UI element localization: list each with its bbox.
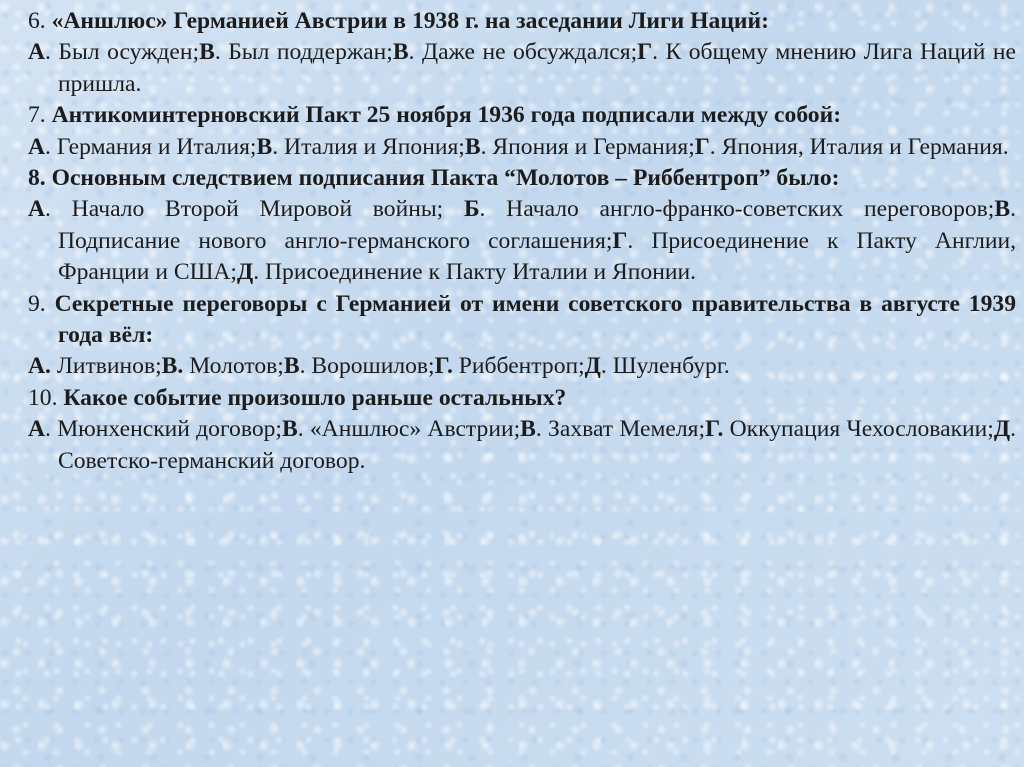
- option-text: Даже не обсуждался;: [421, 39, 638, 66]
- question-number: 7: [28, 102, 40, 129]
- question-number: 9: [28, 290, 40, 317]
- option-letter: А: [28, 196, 46, 223]
- question-text: Основным следствием подписания Пакта “Молотов – Риббентроп” было:: [51, 165, 840, 192]
- option-text: Молотов;: [189, 353, 284, 380]
- option-text: Был осужден;: [58, 39, 200, 66]
- option-letter: Б: [463, 196, 480, 223]
- answers-8: А. Начало Второй Мировой войны; Б. Начало англо-франко-советских переговоров;В. Подписание нового англо-германского соглашения;Г. Присоединение к Пакту Англии, Франции и США;Д. Присоединение к Пакту Италии и Японии.: [28, 196, 1017, 286]
- answers-7: А. Германия и Италия;В. Италия и Япония;В. Япония и Германия;Г. Япония, Италия и Германия.: [28, 133, 1009, 160]
- question-text: Какое событие произошло раньше остальных?: [63, 384, 567, 411]
- option-text: Подписание нового англо-германского соглашения;: [58, 227, 613, 254]
- question-9: 9. Секретные переговоры с Германией от имени советского правительства в августе 1939 года вёл:: [28, 290, 1016, 349]
- question-number: 8: [28, 165, 40, 192]
- option-text: Начало Второй Мировой войны;: [71, 196, 464, 223]
- quiz-page: [28, 6, 1016, 477]
- question-10: 10. Какое событие произошло раньше остальных?: [28, 384, 567, 411]
- question-text: Антикоминтерновский Пакт 25 ноября 1936 года подписали между собой:: [51, 102, 842, 129]
- option-letter: В: [283, 353, 300, 380]
- question-7: 7. Антикоминтерновский Пакт 25 ноября 1936 года подписали между собой:: [28, 102, 842, 129]
- option-text: Советско-германский договор.: [58, 447, 366, 474]
- option-text: Шуленбург.: [612, 353, 730, 380]
- option-text: Германия и Италия;: [56, 133, 257, 160]
- option-letter: В: [281, 416, 298, 443]
- option-letter: А: [28, 39, 46, 66]
- option-text: Был поддержан;: [228, 39, 393, 66]
- option-letter: Д: [993, 416, 1011, 443]
- option-text: Оккупация Чехословакии;: [729, 416, 994, 443]
- option-letter: Г: [637, 39, 653, 66]
- option-text: Начало англо-франко-советских переговоров;: [506, 196, 995, 223]
- option-letter: В: [256, 133, 273, 160]
- answers-6: А. Был осужден;В. Был поддержан;В. Даже не обсуждался;Г. К общему мнению Лига Наций не пришла.: [28, 39, 1016, 97]
- option-letter: Д: [236, 259, 254, 286]
- answers-9: А. Литвинов;В. Молотов;В. Ворошилов;Г. Риббентроп;Д. Шуленбург.: [28, 353, 730, 380]
- option-text: Италия и Япония;: [284, 133, 465, 160]
- option-letter: Г.: [705, 416, 724, 443]
- option-letter: Г.: [434, 353, 453, 380]
- option-letter: Г: [612, 227, 628, 254]
- question-8: 8. Основным следствием подписания Пакта “Молотов – Риббентроп” было:: [28, 165, 840, 192]
- answers-10: А. Мюнхенский договор;В. «Аншлюс» Австрии;В. Захват Мемеля;Г. Оккупация Чехословакии;Д. Советско-германский договор.: [28, 416, 1016, 474]
- option-text: Ворошилов;: [311, 353, 435, 380]
- option-text: Риббентроп;: [458, 353, 585, 380]
- option-text: Присоединение к Пакту Англии, Франции и США;: [58, 227, 1016, 286]
- option-text: Япония, Италия и Германия.: [721, 133, 1009, 160]
- option-letter: В: [199, 39, 215, 66]
- option-letter: В: [520, 416, 536, 443]
- option-text: Япония и Германия;: [492, 133, 695, 160]
- option-letter: В: [392, 39, 409, 66]
- option-text: Литвинов;: [56, 353, 162, 380]
- question-number: 10: [28, 384, 52, 411]
- option-letter: Д: [584, 353, 601, 380]
- option-text: К общему мнению Лига Наций не пришла.: [58, 39, 1016, 97]
- question-number: 6: [28, 8, 40, 34]
- question-text: «Аншлюс» Германией Австрии в 1938 г. на заседании Лиги Наций:: [51, 8, 769, 34]
- option-letter: В: [464, 133, 481, 160]
- option-letter: А: [28, 133, 46, 160]
- option-letter: А.: [28, 353, 51, 380]
- question-6: 6. «Аншлюс» Германией Австрии в 1938 г. на заседании Лиги Наций:: [28, 8, 769, 34]
- option-letter: Г: [694, 133, 710, 160]
- option-letter: А: [28, 416, 46, 443]
- option-letter: В: [994, 196, 1011, 223]
- option-text: Мюнхенский договор;: [57, 416, 282, 443]
- option-text: «Аншлюс» Австрии;: [309, 416, 521, 443]
- option-text: Присоединение к Пакту Италии и Японии.: [265, 259, 696, 286]
- option-letter: В.: [161, 353, 184, 380]
- option-text: Захват Мемеля;: [548, 416, 706, 443]
- question-text: Секретные переговоры с Германией от имени советского правительства в августе 1939 года вёл:: [54, 290, 1016, 349]
